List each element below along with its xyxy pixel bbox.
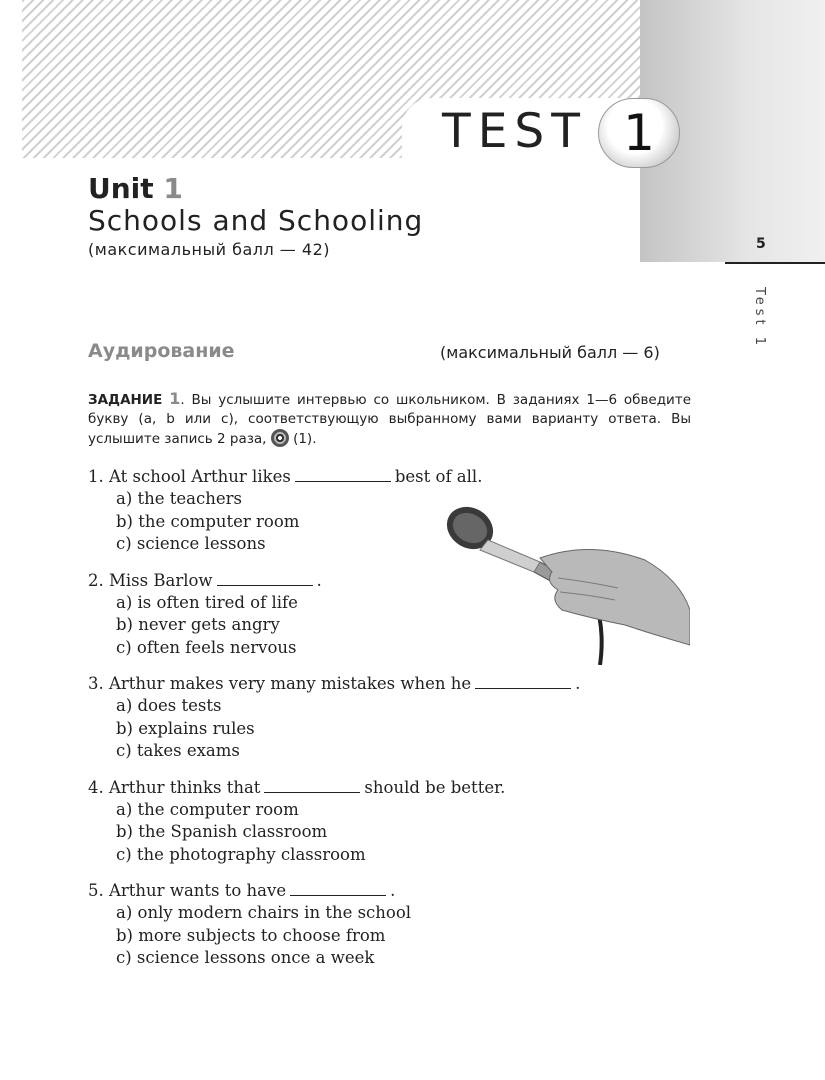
question-2: 2. Miss Barlow . a) is often tired of life b) never gets angry c) often feels nervous bbox=[88, 570, 580, 660]
task-text: . Вы услышите интервью со школьником. В заданиях 1—6 обведите букву (a, b или c), соответствующую выбранному вами варианту ответа. Вы услышите запись 2 раза, bbox=[88, 392, 691, 447]
option: c) science lessons bbox=[116, 534, 266, 553]
task-label: ЗАДАНИЕ bbox=[88, 392, 163, 408]
answer-blank bbox=[290, 881, 386, 896]
answer-blank bbox=[295, 467, 391, 482]
answer-blank bbox=[264, 778, 360, 793]
answer-blank bbox=[217, 571, 313, 586]
option: c) takes exams bbox=[116, 741, 240, 760]
option: b) the Spanish classroom bbox=[116, 822, 328, 841]
option: a) the teachers bbox=[116, 489, 243, 508]
option: c) science lessons once a week bbox=[116, 948, 375, 967]
unit-label: Unit bbox=[88, 172, 154, 205]
task-number: 1 bbox=[169, 389, 181, 408]
question-5: 5. Arthur wants to have . a) only modern chairs in the school b) more subjects to choose from c) science lessons once a week bbox=[88, 880, 580, 970]
option: c) the photography classroom bbox=[116, 844, 366, 864]
test-number-badge bbox=[598, 98, 680, 168]
option: b) the computer room bbox=[116, 511, 300, 531]
task-instructions bbox=[88, 389, 691, 449]
option: a) is often tired of life bbox=[116, 592, 298, 612]
option: b) explains rules bbox=[116, 718, 255, 738]
header-rule bbox=[725, 262, 825, 264]
unit-title: Schools and Schooling bbox=[88, 204, 424, 237]
option: c) often feels nervous bbox=[116, 637, 297, 657]
unit-heading bbox=[88, 172, 183, 205]
option: b) more subjects to choose from bbox=[116, 925, 386, 945]
unit-max-score: (максимальный балл — 42) bbox=[88, 240, 330, 259]
cd-icon bbox=[271, 429, 289, 447]
test-title: TEST bbox=[442, 104, 587, 159]
question-3: 3. Arthur makes very many mistakes when he . a) does tests b) explains rules c) takes exams bbox=[88, 673, 580, 763]
option: a) does tests bbox=[116, 696, 222, 715]
option: a) only modern chairs in the school bbox=[116, 903, 412, 922]
page-number: 5 bbox=[756, 236, 766, 252]
option: b) never gets angry bbox=[116, 615, 280, 634]
section-title: Аудирование bbox=[88, 340, 235, 362]
task-track: (1). bbox=[293, 431, 317, 447]
question-list bbox=[88, 466, 580, 984]
section-max-score: (максимальный балл — 6) bbox=[440, 343, 660, 362]
answer-blank bbox=[475, 674, 571, 689]
test-number: 1 bbox=[623, 104, 655, 162]
question-1: 1. At school Arthur likes best of all. a) the teachers b) the computer room c) science lessons bbox=[88, 466, 580, 556]
option: a) the computer room bbox=[116, 799, 299, 819]
question-4: 4. Arthur thinks that should be better. a) the computer room b) the Spanish classroom c) the photography classroom bbox=[88, 777, 580, 867]
unit-number: 1 bbox=[163, 172, 183, 205]
side-label: Test 1 bbox=[752, 287, 767, 350]
